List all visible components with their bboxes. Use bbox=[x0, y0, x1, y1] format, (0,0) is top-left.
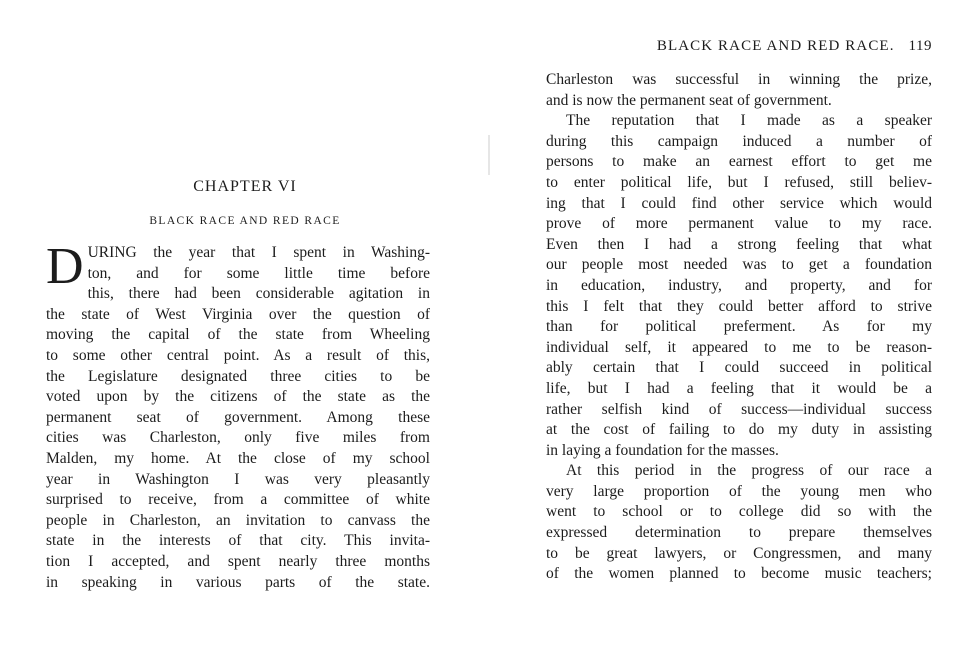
text-line: the Legislature designated three cities to be bbox=[46, 367, 430, 385]
drop-cap: D bbox=[46, 238, 84, 295]
text-line: went to school or to college did so with the bbox=[546, 503, 932, 521]
text-line: permanent seat of government. Among these bbox=[46, 408, 430, 426]
page-number: 119 bbox=[908, 38, 932, 54]
text-line: in laying a foundation for the masses. bbox=[546, 441, 779, 459]
text-line: The reputation that I made as a speaker bbox=[566, 112, 932, 130]
left-body-text bbox=[46, 238, 430, 593]
text-line: and is now the permanent seat of government. bbox=[546, 91, 832, 109]
text-line: Malden, my home. At the close of my school bbox=[46, 449, 430, 467]
text-line: than for political preferment. As for my bbox=[546, 318, 932, 336]
text-line: our people most needed was to get a foundation bbox=[546, 256, 932, 274]
text-line: people in Charleston, an invitation to canvass the bbox=[46, 511, 430, 529]
text-line: life, but I had a feeling that it would be a bbox=[546, 379, 932, 397]
text-line: the state of West Virginia over the question of bbox=[46, 305, 430, 323]
text-line: URING the year that I spent in Washing- bbox=[87, 244, 430, 261]
chapter-title: BLACK RACE AND RED RACE bbox=[149, 215, 341, 227]
running-header bbox=[590, 38, 932, 55]
text-line: to some other central point. As a result of this, bbox=[46, 346, 430, 364]
text-line: ton, and for some little time before bbox=[87, 264, 430, 282]
text-line: expressed determination to prepare themselves bbox=[546, 524, 932, 542]
text-line: in speaking in various parts of the state. bbox=[46, 573, 430, 591]
text-line: surprised to receive, from a committee of white bbox=[46, 491, 430, 509]
running-head-title: BLACK RACE AND RED RACE. bbox=[656, 38, 895, 54]
text-line: persons to make an earnest effort to get me bbox=[546, 153, 932, 171]
text-line: in education, industry, and property, and for bbox=[546, 276, 932, 294]
text-line: cities was Charleston, only five miles from bbox=[46, 429, 430, 447]
text-line: to enter political life, but I refused, still believ- bbox=[546, 173, 932, 191]
text-line: individual self, it appeared to me to be reason- bbox=[546, 338, 932, 356]
text-line: ably certain that I could succeed in political bbox=[546, 359, 932, 377]
text-line: to be great lawyers, or Congressmen, and many bbox=[546, 544, 932, 562]
text-line: rather selfish kind of success—individual success bbox=[546, 400, 932, 418]
chapter-heading: CHAPTER VI bbox=[193, 178, 297, 195]
text-line: during this campaign induced a number of bbox=[546, 132, 932, 150]
text-line: state in the interests of that city. This invita- bbox=[46, 532, 430, 550]
right-page bbox=[490, 0, 980, 649]
text-line: year in Washington I was very pleasantly bbox=[46, 470, 430, 488]
right-body-text bbox=[546, 70, 932, 585]
text-line: this, there had been considerable agitation in bbox=[87, 285, 430, 303]
text-line: ing that I could find other service which would bbox=[546, 194, 932, 212]
text-line: moving the capital of the state from Wheeling bbox=[46, 326, 430, 344]
text-line: prove of more permanent value to my race. bbox=[546, 215, 932, 233]
text-line: at the cost of failing to do my duty in assisting bbox=[546, 421, 932, 439]
text-line: of the women planned to become music teachers; bbox=[546, 565, 932, 583]
text-line: At this period in the progress of our race a bbox=[566, 462, 932, 480]
text-line: Even then I had a strong feeling that what bbox=[546, 235, 932, 253]
text-line: voted upon by the citizens of the state as the bbox=[46, 388, 430, 406]
text-line: very large proportion of the young men who bbox=[546, 482, 932, 500]
text-line: tion I accepted, and spent nearly three months bbox=[46, 552, 430, 570]
text-line: this I felt that they could better afford to strive bbox=[546, 297, 932, 315]
text-line: Charleston was successful in winning the prize, bbox=[546, 71, 932, 88]
